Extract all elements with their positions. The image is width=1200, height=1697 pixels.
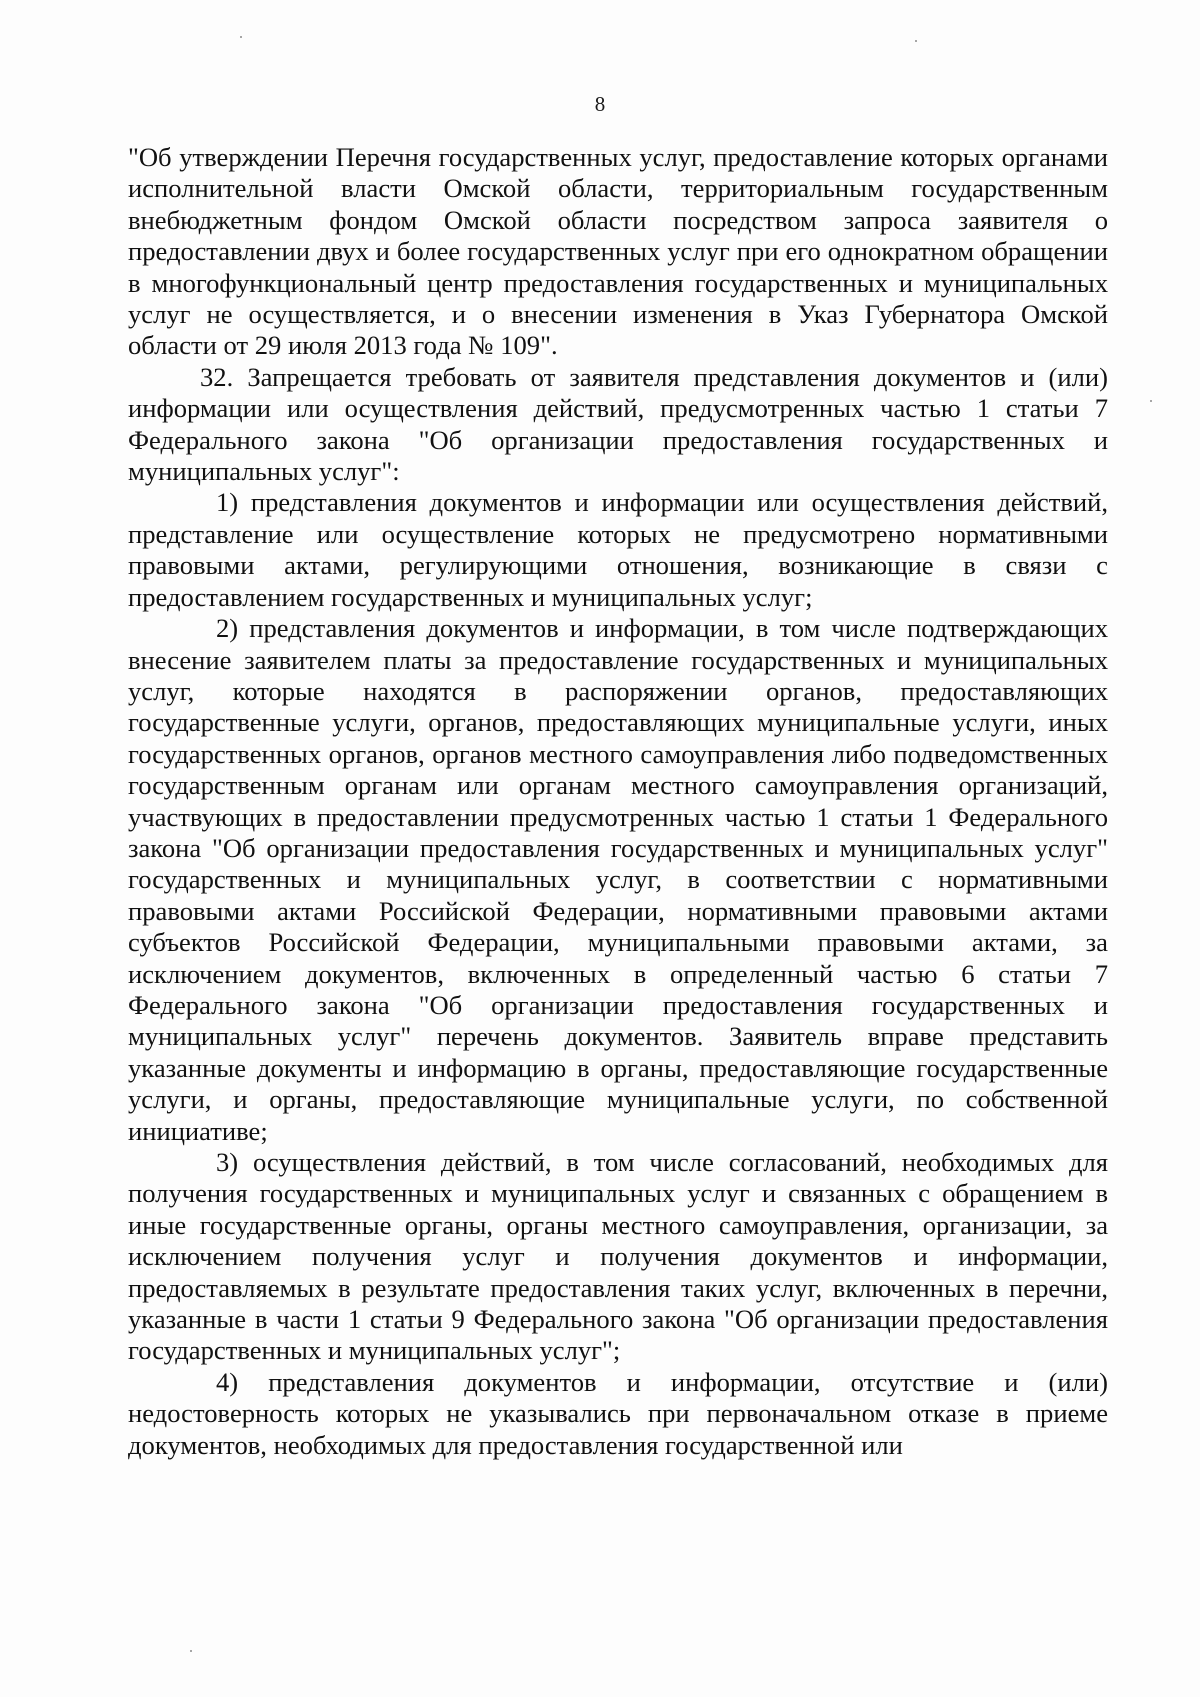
paragraph-subitem-3: 3) осуществления действий, в том числе согласований, необходимых для получения государственных и муниципальных услуг и связанных с обращением в иные государственные органы, органы местного самоуправления, организации, за исключением получения услуг и получения документов и информации, предоставляемых в результате предоставления таких услуг, включенных в перечни, указанные в части 1 статьи 9 Федерального закона "Об организации предоставления государственных и муниципальных услуг"; <box>128 1147 1108 1366</box>
paragraph-subitem-4: 4) представления документов и информации, отсутствие и (или) недостоверность которых не указывались при первоначальном отказе в приеме документов, необходимых для предоставления государственной или <box>128 1366 1108 1460</box>
paragraph-subitem-1: 1) представления документов и информации или осуществления действий, представление или осуществление которых не предусмотрено нормативными правовыми актами, регулирующими отношения, возникающие в связи с предоставлением государственных и муниципальных услуг; <box>128 487 1108 612</box>
paragraph-continuation: "Об утверждении Перечня государственных услуг, предоставление которых органами исполнительной власти Омской области, территориальным государственным внебюджетным фондом Омской области посредством запроса заявителя о предоставлении двух и более государственных услуг при его однократном обращении в многофункциональный центр предоставления государственных и муниципальных услуг не осуществляется, и о внесении изменения в Указ Губернатора Омской области от 29 июля 2013 года № 109". <box>128 142 1108 361</box>
document-body <box>128 142 1108 1461</box>
paragraph-subitem-2: 2) представления документов и информации, в том числе подтверждающих внесение заявителем платы за предоставление государственных и муниципальных услуг, которые находятся в распоряжении органов, предоставляющих государственные услуги, органов, предоставляющих муниципальные услуги, иных государственных органов, органов местного самоуправления либо подведомственных государственным органам или органам местного самоуправления организаций, участвующих в предоставлении предусмотренных частью 1 статьи 1 Федерального закона "Об организации предоставления государственных и муниципальных услуг" государственных и муниципальных услуг, в соответствии с нормативными правовыми актами Российской Федерации, нормативными правовыми актами субъектов Российской Федерации, муниципальными правовыми актами, за исключением документов, включенных в определенный частью 6 статьи 7 Федерального закона "Об организации предоставления государственных и муниципальных услуг" перечень документов. Заявитель вправе представить указанные документы и информацию в органы, предоставляющие государственные услуги, и органы, предоставляющие муниципальные услуги, по собственной инициативе; <box>128 613 1108 1146</box>
scan-speck <box>240 36 242 38</box>
page-number: 8 <box>594 92 606 116</box>
paragraph-item-32: 32. Запрещается требовать от заявителя представления документов и (или) информации или осуществления действий, предусмотренных частью 1 статьи 7 Федерального закона "Об организации предоставления государственных и муниципальных услуг": <box>128 361 1108 487</box>
scan-speck <box>190 1650 192 1652</box>
scan-speck <box>915 40 917 42</box>
scan-speck <box>1150 400 1152 402</box>
